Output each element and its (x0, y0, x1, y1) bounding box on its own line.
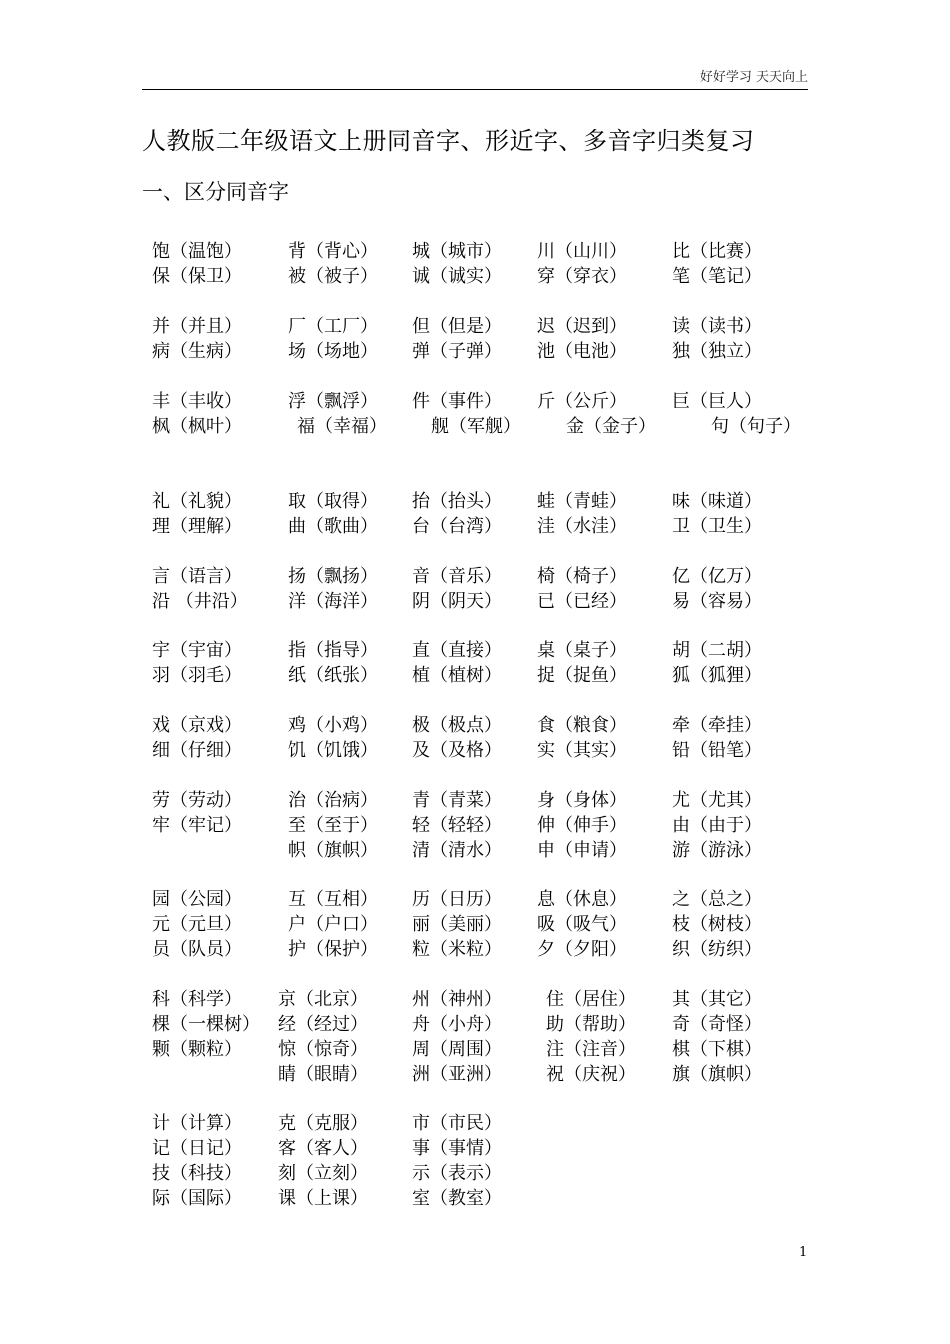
word-entry: 由（由于） (672, 815, 762, 836)
word-entry: 息（休息） (537, 889, 627, 910)
word-entry: 饱（温饱） (152, 241, 242, 262)
word-entry: 游（游泳） (672, 840, 762, 861)
word-entry: 直（直接） (412, 640, 502, 661)
word-entry: 曲（歌曲） (288, 516, 378, 537)
word-entry: 保（保卫） (152, 266, 242, 287)
word-entry: 伸（伸手） (537, 815, 627, 836)
word-entry: 独（独立） (672, 341, 762, 362)
header-text: 好好学习 天天向上 (699, 70, 808, 85)
word-entry: 沿 （井沿） (152, 591, 248, 612)
word-entry: 抬（抬头） (412, 491, 502, 512)
word-entry: 注（注音） (546, 1039, 636, 1060)
word-entry: 市（市民） (412, 1113, 502, 1134)
word-entry: 件（事件） (412, 391, 502, 412)
word-entry: 斤（公斤） (537, 391, 627, 412)
word-entry: 已（已经） (537, 591, 627, 612)
word-entry: 青（青菜） (412, 790, 502, 811)
word-entry: 互（互相） (288, 889, 378, 910)
word-entry: 申（申请） (537, 840, 627, 861)
word-entry: 祝（庆祝） (546, 1064, 636, 1085)
word-entry: 理（理解） (152, 516, 242, 537)
word-entry: 舟（小舟） (412, 1014, 502, 1035)
word-entry: 食（粮食） (537, 715, 627, 736)
word-entry: 清（清水） (412, 840, 502, 861)
word-entry: 课（上课） (278, 1188, 368, 1209)
word-entry: 胡（二胡） (672, 640, 762, 661)
word-entry: 比（比赛） (672, 241, 762, 262)
word-entry: 颗（颗粒） (152, 1039, 242, 1060)
word-entry: 洋（海洋） (288, 591, 378, 612)
word-entry: 枝（树枝） (672, 914, 762, 935)
word-entry: 浮（飘浮） (288, 391, 378, 412)
word-entry: 城（城市） (412, 241, 502, 262)
word-entry: 惊（惊奇） (278, 1039, 368, 1060)
word-entry: 室（教室） (412, 1188, 502, 1209)
word-entry: 被（被子） (288, 266, 378, 287)
word-entry: 历（日历） (412, 889, 502, 910)
word-entry: 舰（军舰） (431, 416, 521, 437)
word-entry: 棵（一棵树） (152, 1014, 260, 1035)
word-entry: 夕（夕阳） (537, 939, 627, 960)
word-entry: 户（户口） (288, 914, 378, 935)
word-entry: 及（及格） (412, 740, 502, 761)
word-entry: 京（北京） (278, 989, 368, 1010)
word-entry: 尤（尤其） (672, 790, 762, 811)
word-entry: 粒（米粒） (412, 939, 502, 960)
word-entry: 住（居住） (546, 989, 636, 1010)
word-entry: 读（读书） (672, 316, 762, 337)
word-entry: 宇（宇宙） (152, 640, 242, 661)
word-entry: 台（台湾） (412, 516, 502, 537)
word-entry: 句（句子） (711, 416, 801, 437)
word-entry: 捉（捉鱼） (537, 665, 627, 686)
word-entry: 细（仔细） (152, 740, 242, 761)
word-entry: 之（总之） (672, 889, 762, 910)
word-entry: 园（公园） (152, 889, 242, 910)
word-entry: 扬（飘扬） (288, 566, 378, 587)
word-entry: 蛙（青蛙） (537, 491, 627, 512)
word-entry: 元（元旦） (152, 914, 242, 935)
word-entry: 卫（卫生） (672, 516, 762, 537)
word-entry: 织（纺织） (672, 939, 762, 960)
word-entry: 音（音乐） (412, 566, 502, 587)
word-entry: 铅（铅笔） (672, 740, 762, 761)
word-entry: 椅（椅子） (537, 566, 627, 587)
section-heading: 一、区分同音字 (142, 180, 289, 204)
word-entry: 员（队员） (152, 939, 242, 960)
word-entry: 劳（劳动） (152, 790, 242, 811)
word-entry: 洲（亚洲） (412, 1064, 502, 1085)
word-entry: 护（保护） (288, 939, 378, 960)
word-entry: 奇（奇怪） (672, 1014, 762, 1035)
word-entry: 刻（立刻） (278, 1163, 368, 1184)
word-entry: 实（其实） (537, 740, 627, 761)
word-entry: 身（身体） (537, 790, 627, 811)
word-entry: 至（至于） (288, 815, 378, 836)
word-entry: 记（日记） (152, 1138, 242, 1159)
page-number: 1 (799, 1245, 808, 1260)
header-rule (142, 89, 808, 90)
word-entry: 克（克服） (278, 1113, 368, 1134)
word-entry: 周（周围） (412, 1039, 502, 1060)
word-entry: 戏（京戏） (152, 715, 242, 736)
word-entry: 言（语言） (152, 566, 242, 587)
word-entry: 羽（羽毛） (152, 665, 242, 686)
word-entry: 背（背心） (288, 241, 378, 262)
word-entry: 味（味道） (672, 491, 762, 512)
word-entry: 笔（笔记） (672, 266, 762, 287)
word-entry: 福（幸福） (297, 416, 387, 437)
word-entry: 鸡（小鸡） (288, 715, 378, 736)
page-title: 人教版二年级语文上册同音字、形近字、多音字归类复习 (142, 127, 755, 155)
word-entry: 诚（诚实） (412, 266, 502, 287)
word-entry: 旗（旗帜） (672, 1064, 762, 1085)
word-entry: 牢（牢记） (152, 815, 242, 836)
word-entry: 洼（水洼） (537, 516, 627, 537)
word-entry: 棋（下棋） (672, 1039, 762, 1060)
word-entry: 科（科学） (152, 989, 242, 1010)
word-entry: 计（计算） (152, 1113, 242, 1134)
word-entry: 丽（美丽） (412, 914, 502, 935)
word-entry: 亿（亿万） (672, 566, 762, 587)
word-entry: 助（帮助） (546, 1014, 636, 1035)
word-entry: 场（场地） (288, 341, 378, 362)
word-entry: 狐（狐狸） (672, 665, 762, 686)
word-entry: 枫（枫叶） (152, 416, 242, 437)
word-entry: 桌（桌子） (537, 640, 627, 661)
word-entry: 病（生病） (152, 341, 242, 362)
word-entry: 际（国际） (152, 1188, 242, 1209)
word-entry: 吸（吸气） (537, 914, 627, 935)
word-entry: 牵（牵挂） (672, 715, 762, 736)
word-entry: 轻（轻轻） (412, 815, 502, 836)
word-entry: 指（指导） (288, 640, 378, 661)
word-entry: 纸（纸张） (288, 665, 378, 686)
word-entry: 并（并且） (152, 316, 242, 337)
word-entry: 示（表示） (412, 1163, 502, 1184)
word-entry: 弹（子弹） (412, 341, 502, 362)
word-entry: 金（金子） (566, 416, 656, 437)
word-entry: 巨（巨人） (672, 391, 762, 412)
word-entry: 事（事情） (412, 1138, 502, 1159)
word-entry: 迟（迟到） (537, 316, 627, 337)
word-entry: 睛（眼睛） (278, 1064, 368, 1085)
word-entry: 帜（旗帜） (288, 840, 378, 861)
word-entry: 但（但是） (412, 316, 502, 337)
word-entry: 阴（阴天） (412, 591, 502, 612)
word-entry: 川（山川） (537, 241, 627, 262)
word-entry: 极（极点） (412, 715, 502, 736)
word-entry: 礼（礼貌） (152, 491, 242, 512)
word-entry: 饥（饥饿） (288, 740, 378, 761)
word-entry: 厂（工厂） (288, 316, 378, 337)
word-entry: 易（容易） (672, 591, 762, 612)
word-entry: 其（其它） (672, 989, 762, 1010)
word-entry: 池（电池） (537, 341, 627, 362)
word-entry: 取（取得） (288, 491, 378, 512)
word-entry: 穿（穿衣） (537, 266, 627, 287)
word-entry: 经（经过） (278, 1014, 368, 1035)
word-entry: 州（神州） (412, 989, 502, 1010)
word-entry: 技（科技） (152, 1163, 242, 1184)
word-entry: 客（客人） (278, 1138, 368, 1159)
word-entry: 植（植树） (412, 665, 502, 686)
word-entry: 治（治病） (288, 790, 378, 811)
word-entry: 丰（丰收） (152, 391, 242, 412)
